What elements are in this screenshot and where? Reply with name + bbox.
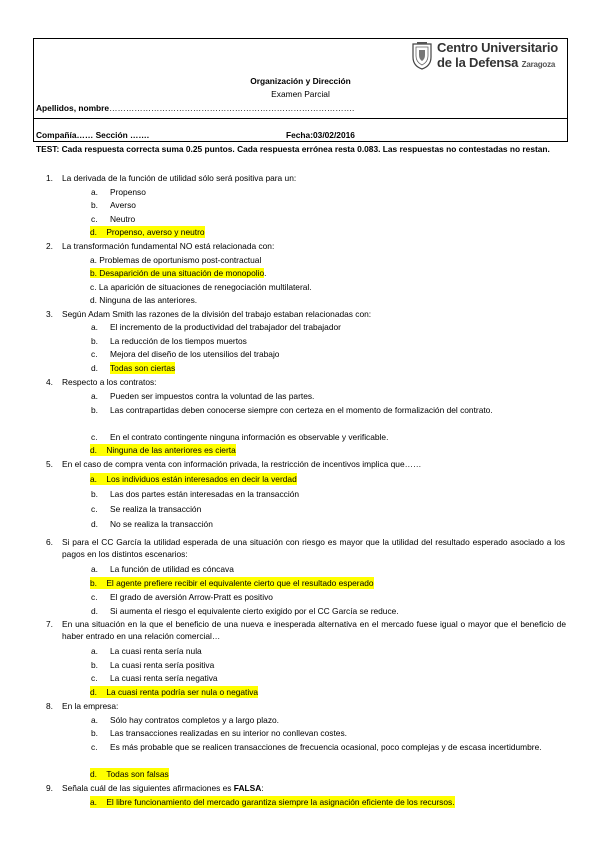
correct-answer[interactable] [90, 226, 205, 238]
correct-answer: b. Desaparición de una situación de monopolio [90, 268, 265, 278]
logo-line-3: Zaragoza [521, 60, 556, 69]
option-letter: d. [90, 687, 97, 697]
cud-logo [410, 41, 570, 75]
correct-answer[interactable] [90, 473, 297, 485]
date-value: 03/02/2016 [313, 130, 355, 140]
option-text[interactable]: c. La aparición de situaciones de renegociación multilateral. [90, 282, 312, 292]
option-letter: c. [91, 504, 98, 514]
option-letter: b. [90, 578, 97, 588]
correct-answer-line[interactable]: b. Desaparición de una situación de monopolio. [90, 268, 267, 278]
question-text-post: : [261, 783, 264, 793]
option-letter: b. [91, 660, 98, 670]
option-text[interactable]: Pueden ser impuestos contra la voluntad de las partes. [110, 391, 315, 401]
option-letter: c. [91, 673, 98, 683]
option-letter: a. [91, 187, 98, 197]
option-letter: d. [91, 363, 98, 373]
company-label: Compañía [36, 130, 77, 140]
option-text[interactable]: Las contrapartidas deben conocerse siempre con certeza en el momento de formalización del contrato. [110, 405, 493, 415]
university-crest-icon [410, 41, 434, 71]
option-letter: b. [91, 728, 98, 738]
option-letter: c. [91, 214, 98, 224]
course-title: Organización y Dirección [250, 76, 351, 86]
correct-answer[interactable]: Todas son ciertas [110, 363, 176, 373]
question-text-pre: Señala cuál de las siguientes afirmaciones es [62, 783, 234, 793]
exam-subtitle: Examen Parcial [271, 89, 330, 99]
option-text[interactable]: Se realiza la transacción [110, 504, 202, 514]
option-letter: b. [91, 200, 98, 210]
option-letter: a. [90, 474, 97, 484]
option-text[interactable]: Neutro [110, 214, 136, 224]
option-text[interactable]: Propenso [110, 187, 146, 197]
option-letter: b. [91, 405, 98, 415]
question-number: 8. [46, 701, 53, 711]
option-text[interactable]: La reducción de los tiempos muertos [110, 336, 247, 346]
option-letter: b. [91, 489, 98, 499]
option-text[interactable]: d. Ninguna de las anteriores. [90, 295, 198, 305]
option-letter: a. [91, 322, 98, 332]
option-text[interactable]: Si aumenta el riesgo el equivalente cierto exigido por el CC García se reduce. [110, 606, 399, 616]
header-divider [33, 118, 568, 119]
option-text[interactable]: Sólo hay contratos completos y a largo plazo. [110, 715, 279, 725]
question-number: 9. [46, 783, 53, 793]
question-number: 7. [46, 619, 53, 629]
correct-answer[interactable] [90, 796, 455, 808]
option-text[interactable]: Es más probable que se realicen transacciones de frecuencia ocasional, poco complejas y de escasa incertidumbre. [110, 742, 542, 752]
option-text: El agente prefiere recibir el equivalente cierto que el resultado esperado [106, 578, 374, 588]
correct-answer[interactable] [90, 444, 236, 456]
option-letter: c. [91, 349, 98, 359]
correct-answer[interactable] [90, 768, 169, 780]
question-text: Según Adam Smith las razones de la división del trabajo estaban relacionadas con: [62, 309, 372, 319]
option-text[interactable]: a. Problemas de oportunismo post-contractual [90, 255, 262, 265]
section-dots: ……. [127, 130, 150, 140]
name-label: Apellidos, nombre [36, 103, 110, 113]
question-number: 2. [46, 241, 53, 251]
date-field [286, 130, 355, 140]
question-number: 3. [46, 309, 53, 319]
option-letter: a. [91, 715, 98, 725]
question-text [62, 782, 264, 794]
question-text: En la empresa: [62, 701, 119, 711]
option-text[interactable]: Las dos partes están interesadas en la transacción [110, 489, 300, 499]
question-text: En una situación en la que el beneficio de una nueva e inesperada alternativa en el mercado fuese igual o mayor que el beneficio de haber entrado en una relación comercial… [62, 619, 566, 641]
option-text[interactable]: La función de utilidad es cóncava [110, 564, 234, 574]
option-letter: a. [91, 391, 98, 401]
option-text[interactable]: El grado de aversión Arrow-Pratt es positivo [110, 592, 273, 602]
company-section-field[interactable] [36, 130, 149, 140]
question-number: 6. [46, 537, 53, 547]
option-text[interactable]: Las transacciones realizadas en su interior no conllevan costes. [110, 728, 347, 738]
option-letter: c. [91, 432, 98, 442]
question-text: La transformación fundamental NO está relacionada con: [62, 241, 275, 251]
question-number: 5. [46, 459, 53, 469]
question-number: 4. [46, 377, 53, 387]
company-dots: …… [76, 130, 96, 140]
section-label: Sección [95, 130, 128, 140]
option-text: Ninguna de las anteriores es cierta [106, 445, 236, 455]
question-text: La derivada de la función de utilidad sólo será positiva para un: [62, 173, 297, 183]
option-letter: d. [90, 769, 97, 779]
option-text[interactable]: La cuasi renta sería negativa [110, 673, 218, 683]
question-text: Respecto a los contratos: [62, 377, 157, 387]
question-text-emphasis: FALSA [233, 783, 262, 793]
question-number: 1. [46, 173, 53, 183]
logo-line-2-text: de la Defensa [437, 55, 519, 70]
question-text: Si para el CC García la utilidad esperada de una situación con riesgo es mayor que la utilidad del resultado esperado asociado a los pagos en los distintos escenarios: [62, 537, 565, 559]
name-dots: ……………………………………………………………………………. [109, 103, 355, 113]
option-text[interactable]: El incremento de la productividad del trabajador del trabajador [110, 322, 341, 332]
option-letter: d. [90, 227, 97, 237]
logo-line-2 [437, 55, 555, 70]
option-text[interactable]: Mejora del diseño de los utensilios del trabajo [110, 349, 280, 359]
option-text[interactable]: En el contrato contingente ninguna información es observable y verificable. [110, 432, 389, 442]
option-letter: b. [91, 336, 98, 346]
correct-answer[interactable] [90, 577, 374, 589]
date-label: Fecha: [286, 130, 313, 140]
option-letter: a. [91, 564, 98, 574]
option-letter: d. [91, 519, 98, 529]
option-letter: c. [91, 592, 98, 602]
test-instructions: TEST: Cada respuesta correcta suma 0.25 puntos. Cada respuesta errónea resta 0.083. Las respuestas no contestadas no restan. [36, 144, 550, 154]
option-letter: c. [91, 742, 98, 752]
option-letter: d. [90, 445, 97, 455]
option-text: Propenso, averso y neutro [106, 227, 205, 237]
option-letter: a. [91, 646, 98, 656]
correct-answer[interactable] [90, 686, 258, 698]
option-text: Todas son falsas [106, 769, 169, 779]
logo-line-1: Centro Universitario [437, 40, 558, 55]
option-text[interactable]: La cuasi renta sería positiva [110, 660, 215, 670]
name-field[interactable] [36, 103, 354, 113]
option-text[interactable]: Averso [110, 200, 136, 210]
option-text[interactable]: No se realiza la transacción [110, 519, 213, 529]
option-letter: a. [90, 797, 97, 807]
option-text: El libre funcionamiento del mercado garantiza siempre la asignación eficiente de los recursos. [106, 797, 455, 807]
question-text: En el caso de compra venta con información privada, la restricción de incentivos implica que…… [62, 459, 422, 469]
option-letter: d. [91, 606, 98, 616]
option-text: La cuasi renta podría ser nula o negativa [106, 687, 259, 697]
option-text[interactable]: La cuasi renta sería nula [110, 646, 202, 656]
option-text: Los individuos están interesados en decir la verdad [106, 474, 297, 484]
